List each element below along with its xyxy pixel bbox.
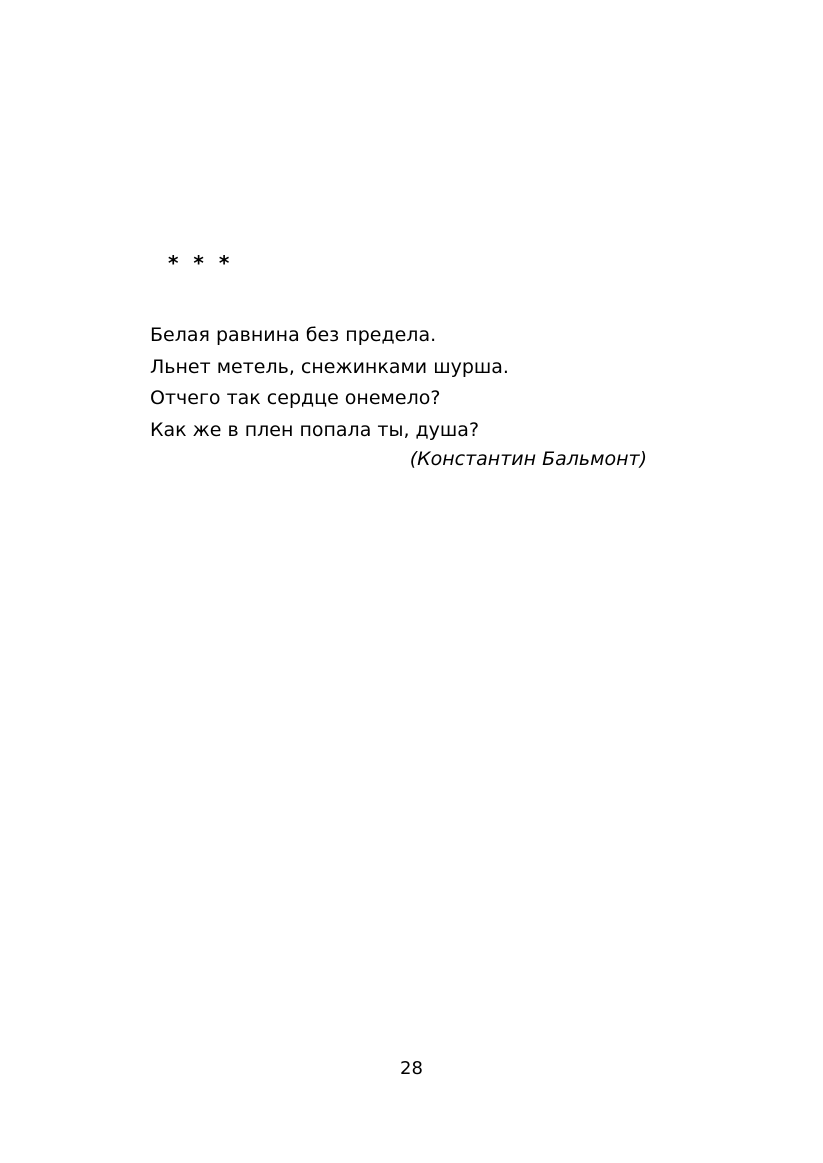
page-number: 28: [400, 1058, 423, 1079]
poem-line: Льнет метель, снежинками шурша.: [150, 355, 509, 378]
poem-author: (Константин Бальмонт): [409, 448, 647, 470]
poem-line: Как же в плен попала ты, душа?: [150, 418, 480, 441]
section-separator: * * *: [168, 251, 234, 275]
poem-line: Белая равнина без предела.: [150, 324, 437, 346]
poem-line: Отчего так сердце онемело?: [150, 387, 441, 409]
poem-stanza: [150, 320, 670, 446]
